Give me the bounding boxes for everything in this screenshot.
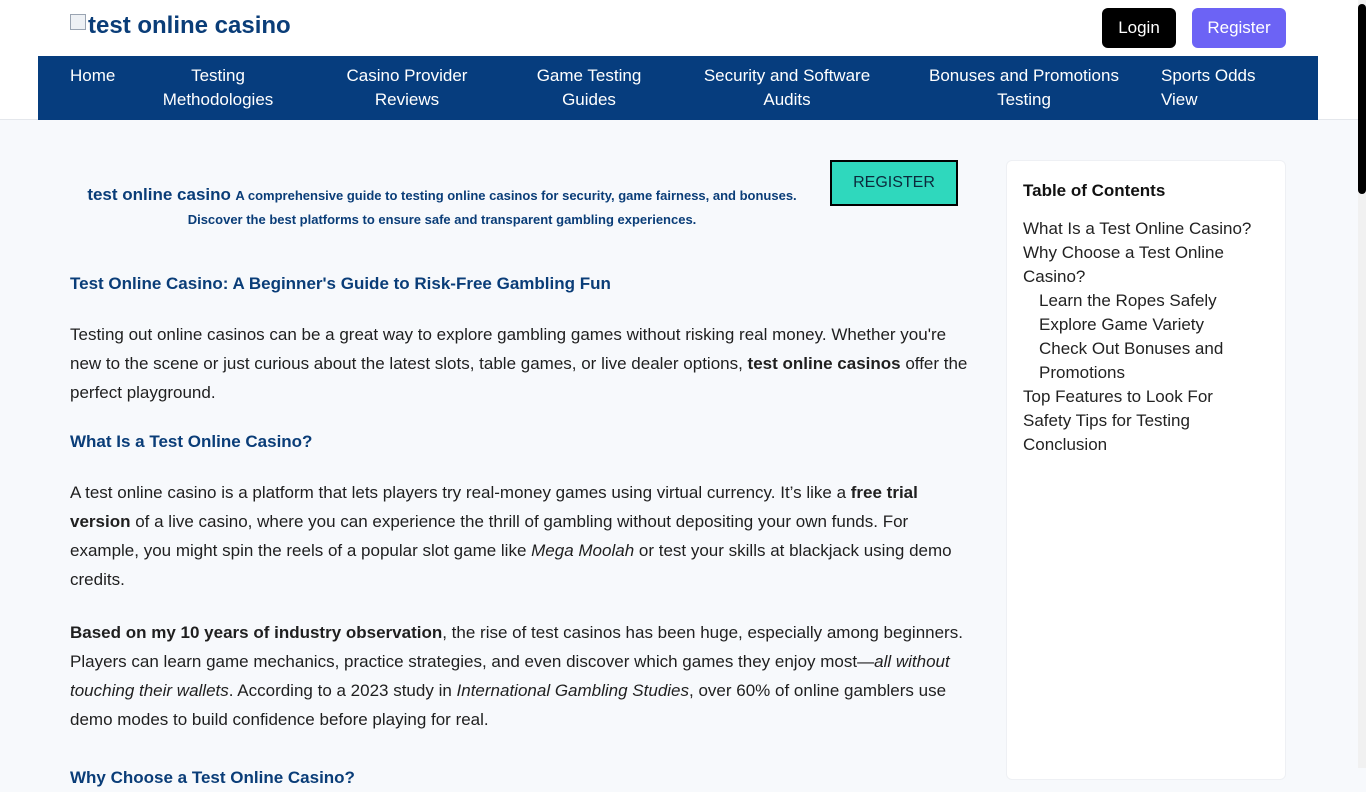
toc-subitem[interactable]: Explore Game Variety xyxy=(1039,315,1205,334)
login-button[interactable]: Login xyxy=(1102,8,1176,48)
toc-subitem[interactable]: Check Out Bonuses and Promotions xyxy=(1039,339,1224,382)
hero-tagline: A comprehensive guide to testing online casinos for security, game fairness, and bonuses. Discover the best platforms to ensure safe and transparent gambling experiences. xyxy=(187,188,797,227)
nav-item-bonuses-promotions-testing[interactable]: Bonuses and Promotions Testing xyxy=(929,66,1119,109)
nav-item-home[interactable]: Home xyxy=(70,66,116,85)
toc-item[interactable]: Conclusion xyxy=(1023,435,1108,454)
nav-item-security-software-audits[interactable]: Security and Software Audits xyxy=(703,66,871,109)
page-scrollbar[interactable] xyxy=(1358,0,1366,768)
nav-item-testing-methodologies[interactable]: Testing Methodologies xyxy=(162,66,274,109)
broken-image-icon xyxy=(70,14,86,30)
main-nav xyxy=(38,56,1318,120)
table-of-contents xyxy=(1006,160,1286,780)
toc-item[interactable]: Why Choose a Test Online Casino? xyxy=(1023,243,1224,286)
nav-item-casino-provider-reviews[interactable]: Casino Provider Reviews xyxy=(346,66,468,109)
hero-register-button[interactable]: REGISTER xyxy=(830,160,958,206)
article-paragraph-experience: Based on my 10 years of industry observation, the rise of test casinos has been huge, especially among beginners. Players can learn game mechanics, practice strategies, and even discover which games they enjoy most—all without touching their wallets. According to a 2023 study in International Gambling Studies, over 60% of online gamblers use demo modes to build confidence before playing for real. xyxy=(70,623,963,729)
toc-item[interactable]: What Is a Test Online Casino? xyxy=(1023,219,1252,238)
toc-item[interactable]: Safety Tips for Testing xyxy=(1023,411,1190,430)
site-logo[interactable] xyxy=(70,12,291,40)
toc-item[interactable]: Top Features to Look For xyxy=(1023,387,1213,406)
article-paragraph-intro: Testing out online casinos can be a great way to explore gambling games without risking real money. Whether you're new to the scene or just curious about the latest slots, table games, or live dealer options, test online casinos offer the perfect playground. xyxy=(70,325,968,402)
article-heading-what-is: What Is a Test Online Casino? xyxy=(70,432,313,451)
article-body xyxy=(70,270,970,792)
scrollbar-thumb[interactable] xyxy=(1358,4,1366,194)
logo-alt-text: test online casino xyxy=(88,12,291,39)
hero-banner xyxy=(70,184,814,232)
register-button[interactable]: Register xyxy=(1192,8,1286,48)
article-heading-why-choose: Why Choose a Test Online Casino? xyxy=(70,768,355,787)
toc-title: Table of Contents xyxy=(1023,181,1166,200)
hero-title: test online casino xyxy=(87,185,231,204)
article-paragraph-definition: A test online casino is a platform that lets players try real-money games using virtual currency. It’s like a free trial version of a live casino, where you can experience the thrill of gambling without depositing your own funds. For example, you might spin the reels of a popular slot game like Mega Moolah or test your skills at blackjack using demo credits. xyxy=(70,483,952,589)
nav-item-sports-odds-view[interactable]: Sports Odds View xyxy=(1161,66,1256,109)
article-heading-main: Test Online Casino: A Beginner's Guide to Risk-Free Gambling Fun xyxy=(70,274,611,293)
toc-subitem[interactable]: Learn the Ropes Safely xyxy=(1039,291,1217,310)
nav-item-game-testing-guides[interactable]: Game Testing Guides xyxy=(536,66,642,109)
